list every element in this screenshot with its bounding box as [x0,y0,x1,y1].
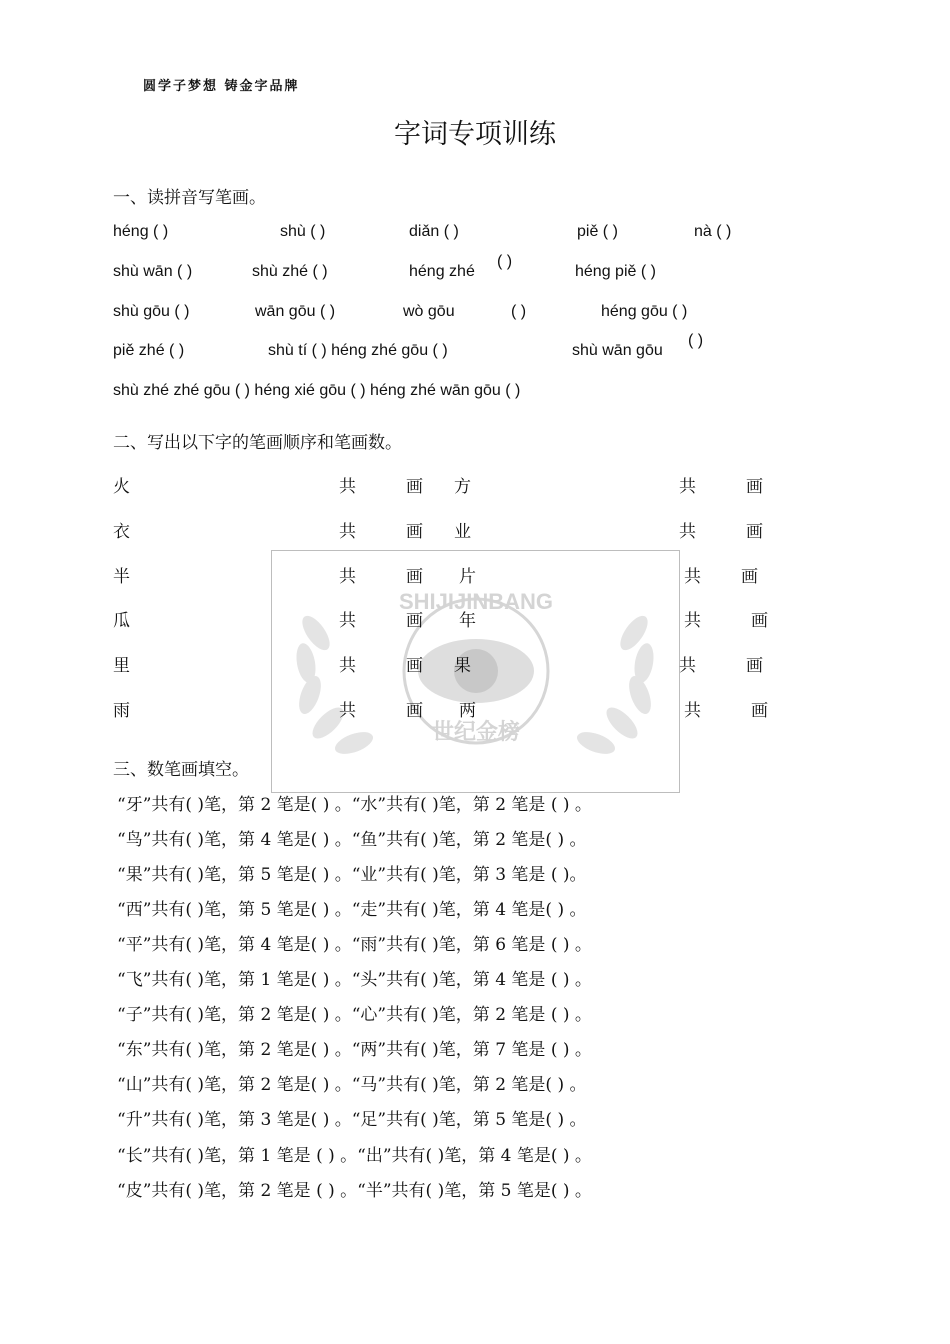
stroke-char: 里 [113,656,130,676]
hua-label: 画 [406,522,423,542]
gong-label: 共 [339,701,356,721]
stroke-char: 火 [113,477,130,497]
fill-row: “西”共有( )笔，第 5 笔是( ) 。“走”共有( )笔，第 4 笔是( ) 。 [117,900,587,920]
section1-heading: 一、读拼音写笔画。 [113,188,266,208]
pinyin-item: shù wān ( ) [113,263,193,280]
pinyin-item: nà ( ) [694,223,732,240]
gong-label: 共 [684,611,701,631]
pinyin-item: shù wān gōu [572,342,663,359]
fill-row: “子”共有( )笔，第 2 笔是( ) 。“心”共有( )笔，第 2 笔是 ( ) 。 [117,1005,592,1025]
pinyin-item: héng zhé [409,263,475,280]
stroke-char: 业 [454,522,471,542]
fill-row: “皮”共有( )笔，第 2 笔是 ( ) 。“半”共有( )笔，第 5 笔是( ) 。 [117,1181,592,1201]
gong-label: 共 [684,567,701,587]
stroke-char: 片 [459,567,476,587]
page-title: 字词专项训练 [394,119,556,150]
gong-label: 共 [679,477,696,497]
pinyin-item: diǎn ( ) [409,223,459,240]
pinyin-item: shù ( ) [280,223,326,240]
watermark-emblem-icon [272,551,679,792]
hua-label: 画 [406,611,423,631]
fill-row: “山”共有( )笔，第 2 笔是( ) 。“马”共有( )笔，第 2 笔是( ) 。 [117,1075,587,1095]
pinyin-item: ( ) [688,332,704,349]
pinyin-item: ( ) [497,253,513,270]
hua-label: 画 [741,567,758,587]
stroke-char: 方 [454,477,471,497]
hua-label: 画 [751,701,768,721]
stroke-char: 雨 [113,701,130,721]
hua-label: 画 [406,567,423,587]
fill-row: “升”共有( )笔，第 3 笔是( ) 。“足”共有( )笔，第 5 笔是( ) 。 [117,1110,587,1130]
pinyin-item: shù zhé ( ) [252,263,328,280]
gong-label: 共 [339,656,356,676]
pinyin-item: shù zhé zhé gōu ( ) héng xié gōu ( ) héng zhé wān gōu ( ) [113,382,521,399]
pinyin-item: héng gōu ( ) [601,303,688,320]
fill-row: “牙”共有( )笔，第 2 笔是( ) 。“水”共有( )笔，第 2 笔是 ( ) 。 [117,795,592,815]
pinyin-item: ( ) [511,303,527,320]
hua-label: 画 [406,477,423,497]
pinyin-item: héng piě ( ) [575,263,656,280]
gong-label: 共 [679,522,696,542]
gong-label: 共 [339,522,356,542]
fill-row: “东”共有( )笔，第 2 笔是( ) 。“两”共有( )笔，第 7 笔是 ( ) 。 [117,1040,592,1060]
stroke-char: 瓜 [113,611,130,631]
gong-label: 共 [679,656,696,676]
pinyin-item: piě ( ) [577,223,618,240]
stroke-char: 年 [459,611,476,631]
pinyin-item: héng ( ) [113,223,169,240]
gong-label: 共 [339,477,356,497]
section3-heading: 三、数笔画填空。 [113,760,249,780]
gong-label: 共 [684,701,701,721]
stroke-char: 两 [459,701,476,721]
pinyin-item: wān gōu ( ) [255,303,336,320]
fill-row: “长”共有( )笔，第 1 笔是 ( ) 。“出”共有( )笔，第 4 笔是( ) 。 [117,1146,592,1166]
fill-row: “飞”共有( )笔，第 1 笔是( ) 。“头”共有( )笔，第 4 笔是 ( ) 。 [117,970,592,990]
pinyin-item: wò gōu [403,303,455,320]
hua-label: 画 [746,656,763,676]
stroke-char: 半 [113,567,130,587]
gong-label: 共 [339,611,356,631]
fill-row: “果”共有( )笔，第 5 笔是( ) 。“业”共有( )笔，第 3 笔是 ( )。 [117,865,587,885]
stroke-char: 果 [454,656,471,676]
header-slogan: 圆学子梦想 铸金字品牌 [143,79,300,94]
gong-label: 共 [339,567,356,587]
hua-label: 画 [406,701,423,721]
hua-label: 画 [406,656,423,676]
watermark-bottom-text: 世纪金榜 [431,720,521,745]
fill-row: “鸟”共有( )笔，第 4 笔是( ) 。“鱼”共有( )笔，第 2 笔是( ) 。 [117,830,587,850]
pinyin-item: piě zhé ( ) [113,342,185,359]
fill-row: “平”共有( )笔，第 4 笔是( ) 。“雨”共有( )笔，第 6 笔是 ( ) 。 [117,935,592,955]
hua-label: 画 [746,522,763,542]
pinyin-item: shù gōu ( ) [113,303,190,320]
hua-label: 画 [751,611,768,631]
watermark-arc-text: SHIJIJINBANG [398,589,554,614]
pinyin-item: shù tí ( ) héng zhé gōu ( ) [268,342,448,359]
hua-label: 画 [746,477,763,497]
section2-heading: 二、写出以下字的笔画顺序和笔画数。 [113,433,402,453]
stroke-char: 衣 [113,522,130,542]
